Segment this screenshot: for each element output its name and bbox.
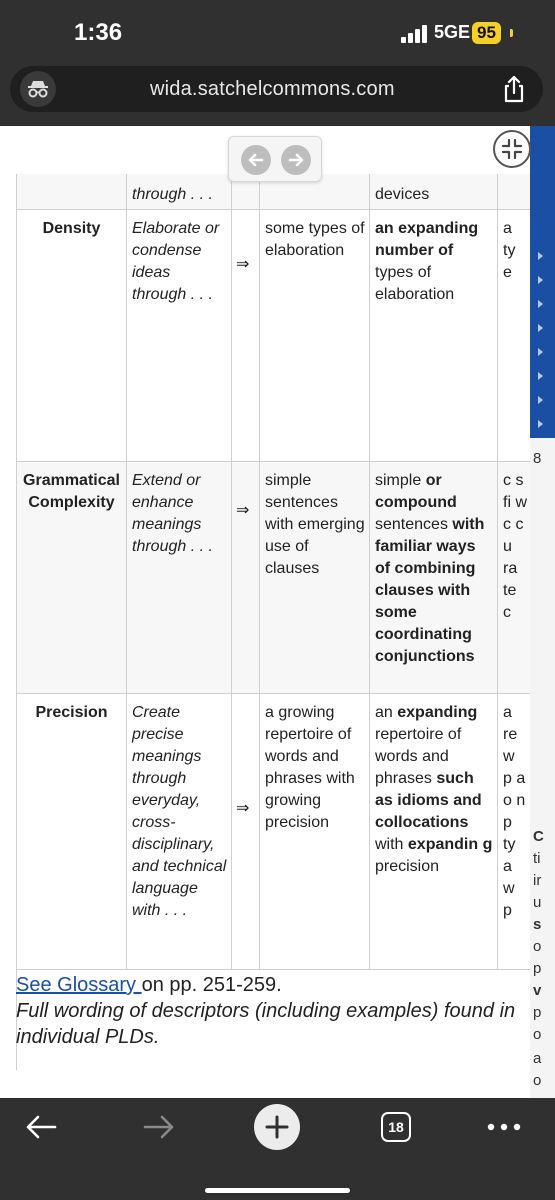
side-nav-marker[interactable] <box>538 252 543 260</box>
criterion-cell: Density <box>17 210 127 461</box>
share-icon[interactable] <box>499 74 529 104</box>
side-nav-marker[interactable] <box>538 396 543 404</box>
criterion-cell: Grammatical Complexity <box>17 462 127 693</box>
level-cell-clipped: a re w p a o n p ty a w p <box>503 704 526 919</box>
side-panel-text: o <box>533 1072 542 1089</box>
side-panel-text: p <box>533 960 542 977</box>
table-cell <box>498 174 530 209</box>
descriptor-cell: Elaborate or condense ideas through . . . <box>127 210 232 461</box>
table-cell <box>17 174 127 209</box>
cell-text: types of elaboration <box>375 264 455 303</box>
arrow-cell <box>232 210 260 461</box>
tabs-icon[interactable]: 18 <box>381 1112 411 1142</box>
level-cell-clipped: c s fi w c c u ra te c <box>498 462 530 693</box>
status-time: 1:36 <box>74 19 123 46</box>
collapse-icon[interactable] <box>493 130 531 168</box>
arrow-right-circle-icon[interactable] <box>281 145 311 175</box>
side-panel-text: a <box>533 1050 542 1067</box>
side-panel-text: u <box>533 894 542 911</box>
page-nav-pill <box>228 136 322 182</box>
side-panel-text: C <box>533 828 544 845</box>
level-cell <box>370 694 498 969</box>
signal-icon <box>401 25 431 43</box>
side-panel-text: p <box>533 1004 542 1021</box>
arrow-cell <box>232 694 260 969</box>
proficiency-table <box>16 174 530 1070</box>
incognito-icon[interactable] <box>20 71 56 107</box>
cell-fragment: through . . . <box>132 186 213 203</box>
network-type: 5GE <box>434 22 471 42</box>
level-cell <box>370 462 498 693</box>
address-bar[interactable] <box>10 66 543 112</box>
glossary-link[interactable]: See Glossary <box>16 974 142 996</box>
level-cell: some types of elaboration <box>260 210 370 461</box>
level-cell: a growing repertoire of words and phrases with growing precision <box>260 694 370 969</box>
arrow-icon: ⇒ <box>236 800 250 817</box>
descriptor-cell: Extend or enhance meanings through . . . <box>127 462 232 693</box>
bold-text: or compound <box>375 472 457 511</box>
cell-text: simple <box>375 472 426 489</box>
descriptor-cell: Create precise meanings through everyday, cross-disciplinary, and technical language with . . . <box>127 694 232 969</box>
side-nav-marker[interactable] <box>538 324 543 332</box>
side-nav-marker[interactable] <box>538 420 543 428</box>
cell-text: an <box>375 704 398 721</box>
side-nav-marker[interactable] <box>538 348 543 356</box>
side-nav-marker[interactable] <box>538 276 543 284</box>
arrow-icon: ⇒ <box>236 256 250 273</box>
side-panel-text: o <box>533 1026 542 1043</box>
cell-fragment: devices <box>375 186 430 203</box>
table-cell <box>370 174 498 209</box>
bold-text: expanding <box>397 704 478 721</box>
battery-icon <box>510 29 513 37</box>
cell-text: repertoire of words and phrases <box>375 726 462 787</box>
side-panel-text: v <box>533 982 542 999</box>
side-nav-marker[interactable] <box>538 372 543 380</box>
side-panel-text: o <box>533 938 542 955</box>
side-panel-text: 8 <box>533 450 542 467</box>
bold-text: such as idioms and collocations <box>375 770 482 831</box>
side-panel-text: s <box>533 916 542 933</box>
back-arrow-icon[interactable] <box>22 1110 60 1144</box>
cell-text: precision <box>375 858 440 875</box>
criterion-cell: Precision <box>17 694 127 969</box>
browser-top-chrome <box>0 0 555 126</box>
level-cell-clipped: a ty e <box>503 220 516 281</box>
side-panel-text: ir <box>533 872 542 889</box>
arrow-icon: ⇒ <box>236 502 250 519</box>
level-cell: simple sentences with emerging use of clauses <box>260 462 370 693</box>
arrow-cell <box>232 462 260 693</box>
browser-toolbar <box>0 1098 555 1200</box>
table-row <box>17 210 530 462</box>
table-footnote <box>16 972 526 1050</box>
level-cell <box>370 210 498 461</box>
side-panel-text: ti <box>533 850 541 867</box>
bold-text: an expanding number of <box>375 220 479 259</box>
plus-icon[interactable] <box>254 1104 300 1150</box>
arrow-left-circle-icon[interactable] <box>241 145 271 175</box>
home-indicator[interactable] <box>205 1188 350 1193</box>
web-page <box>0 126 555 1098</box>
glossary-pages: on pp. 251-259. <box>141 974 282 996</box>
forward-arrow-icon[interactable] <box>140 1110 178 1144</box>
cell-text: with <box>375 836 408 853</box>
battery-level: 95 <box>472 22 501 44</box>
bold-text: expandin g <box>407 836 493 853</box>
table-cell <box>127 174 232 209</box>
table-row <box>17 462 530 694</box>
glossary-line <box>16 972 526 998</box>
table-row <box>17 694 530 970</box>
side-nav-marker[interactable] <box>538 300 543 308</box>
cell-text: sentences <box>375 516 453 533</box>
url-text[interactable]: wida.satchelcommons.com <box>150 78 395 100</box>
bold-text: with familiar ways of combining clauses with some coordinating conjunctions <box>375 516 485 665</box>
descriptor-note: Full wording of descriptors (including examples) found in individual PLDs. <box>16 1000 516 1048</box>
more-dots-icon[interactable] <box>484 1114 524 1140</box>
